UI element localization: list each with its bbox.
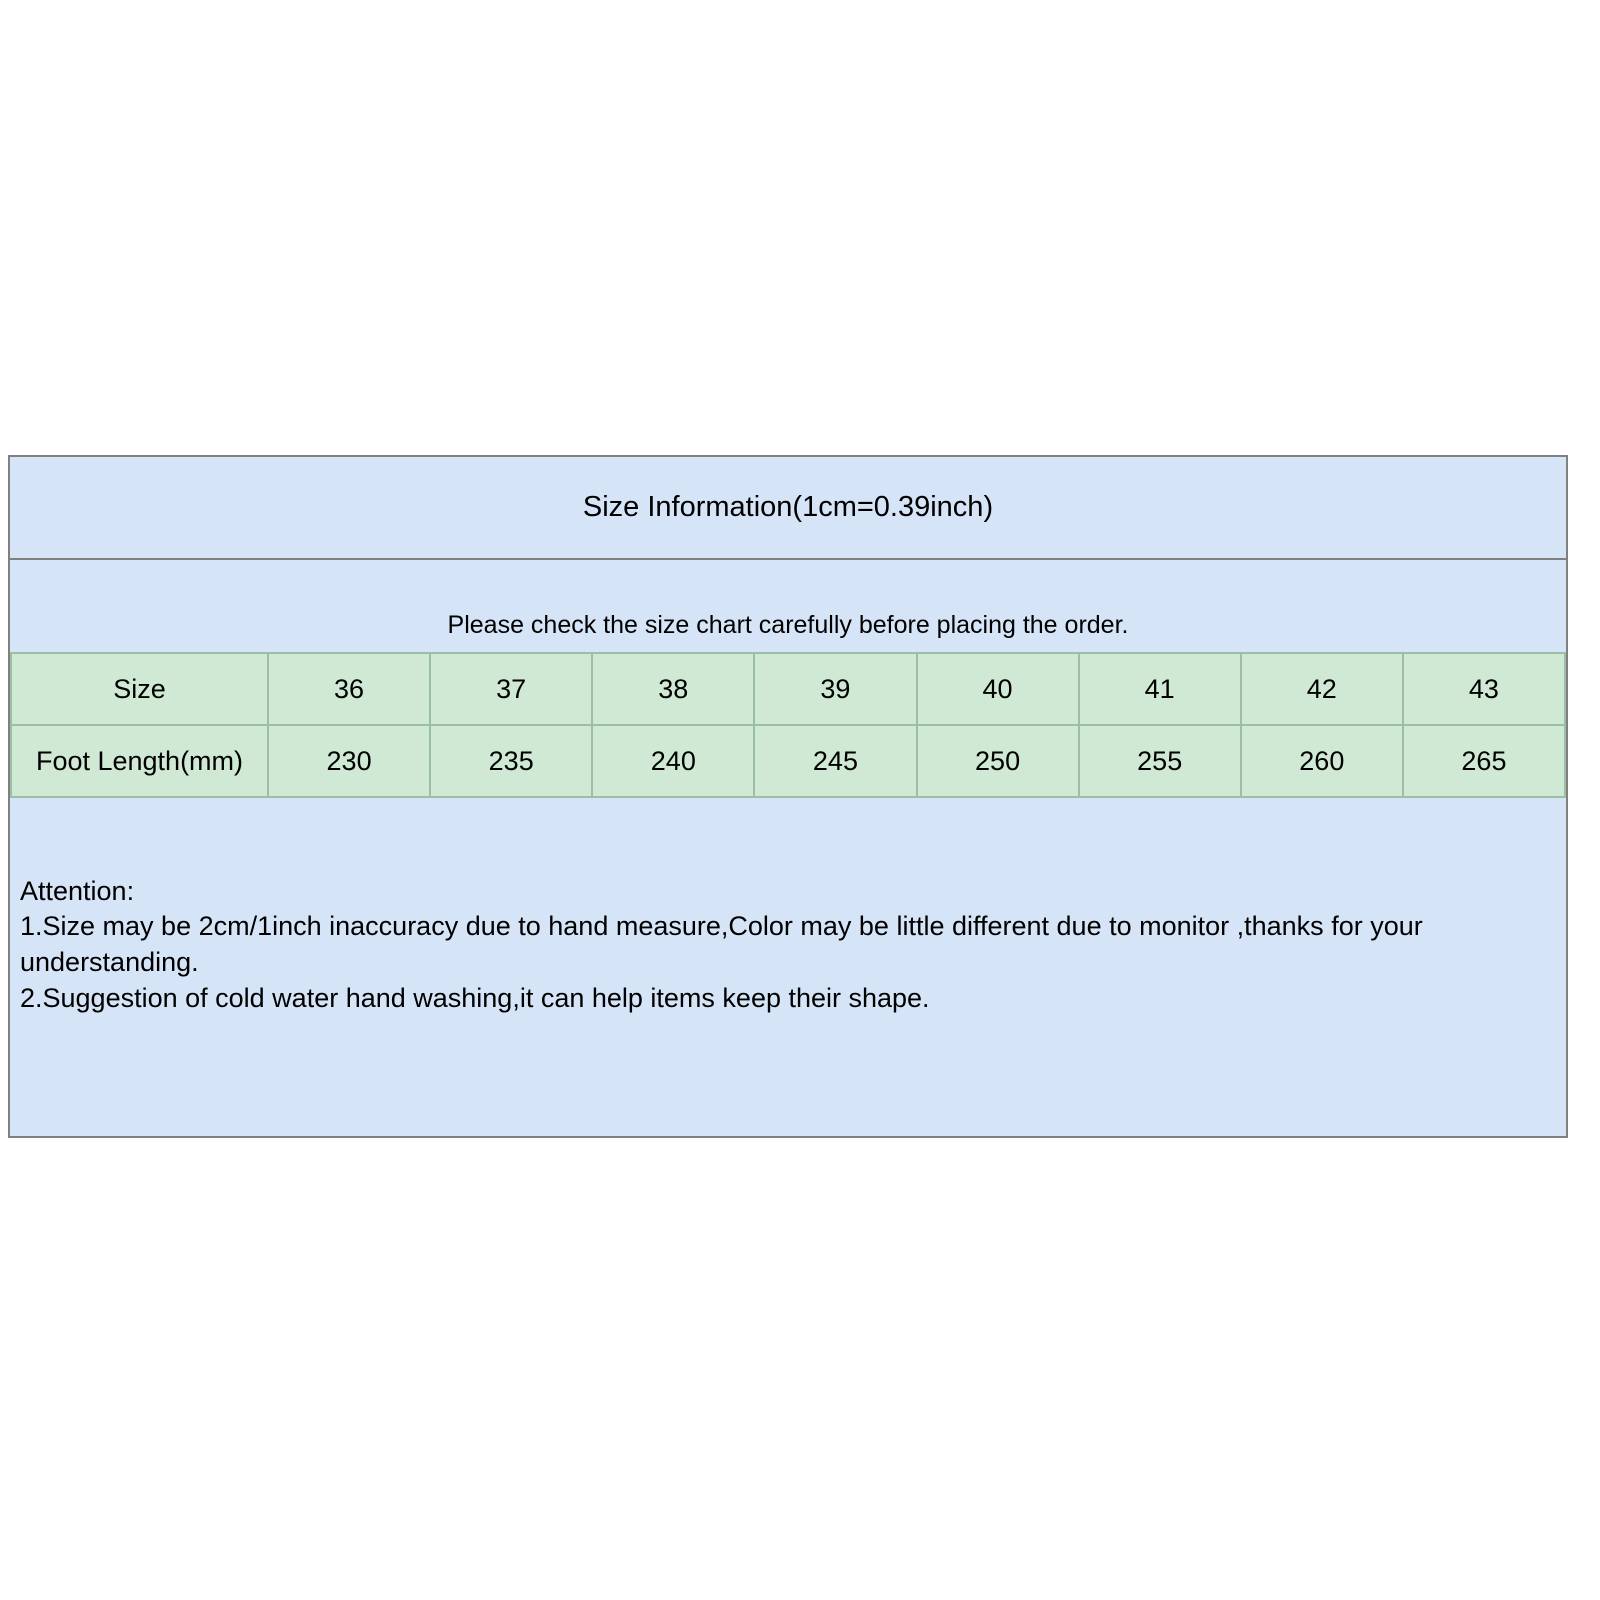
attention-item-2: 2.Suggestion of cold water hand washing,it can help items keep their shape.: [20, 982, 930, 1013]
foot-length-cell: 260: [1241, 725, 1403, 797]
foot-length-cell: 235: [430, 725, 592, 797]
size-information-card: [8, 455, 1568, 1138]
foot-length-cell: 250: [917, 725, 1079, 797]
size-cell: 37: [430, 653, 592, 725]
size-cell: 40: [917, 653, 1079, 725]
foot-length-cell: 230: [268, 725, 430, 797]
size-cell: 41: [1079, 653, 1241, 725]
size-chart-table: [10, 652, 1566, 798]
size-cell: 39: [754, 653, 916, 725]
attention-item-1: 1.Size may be 2cm/1inch inaccuracy due to hand measure,Color may be little different due to monitor ,thanks for your understanding.: [20, 911, 1423, 978]
card-title: Size Information(1cm=0.39inch): [10, 457, 1566, 560]
row-label-size: Size: [11, 653, 268, 725]
table-row: [11, 653, 1565, 725]
size-cell: 42: [1241, 653, 1403, 725]
foot-length-cell: 245: [754, 725, 916, 797]
row-label-foot-length: Foot Length(mm): [11, 725, 268, 797]
size-cell: 43: [1403, 653, 1565, 725]
foot-length-cell: 255: [1079, 725, 1241, 797]
size-cell: 38: [592, 653, 754, 725]
attention-heading: Attention:: [20, 875, 135, 906]
foot-length-cell: 240: [592, 725, 754, 797]
foot-length-cell: 265: [1403, 725, 1565, 797]
table-row: [11, 725, 1565, 797]
size-cell: 36: [268, 653, 430, 725]
attention-section: [10, 798, 1566, 1137]
size-chart-notice: Please check the size chart carefully before placing the order.: [10, 560, 1566, 652]
